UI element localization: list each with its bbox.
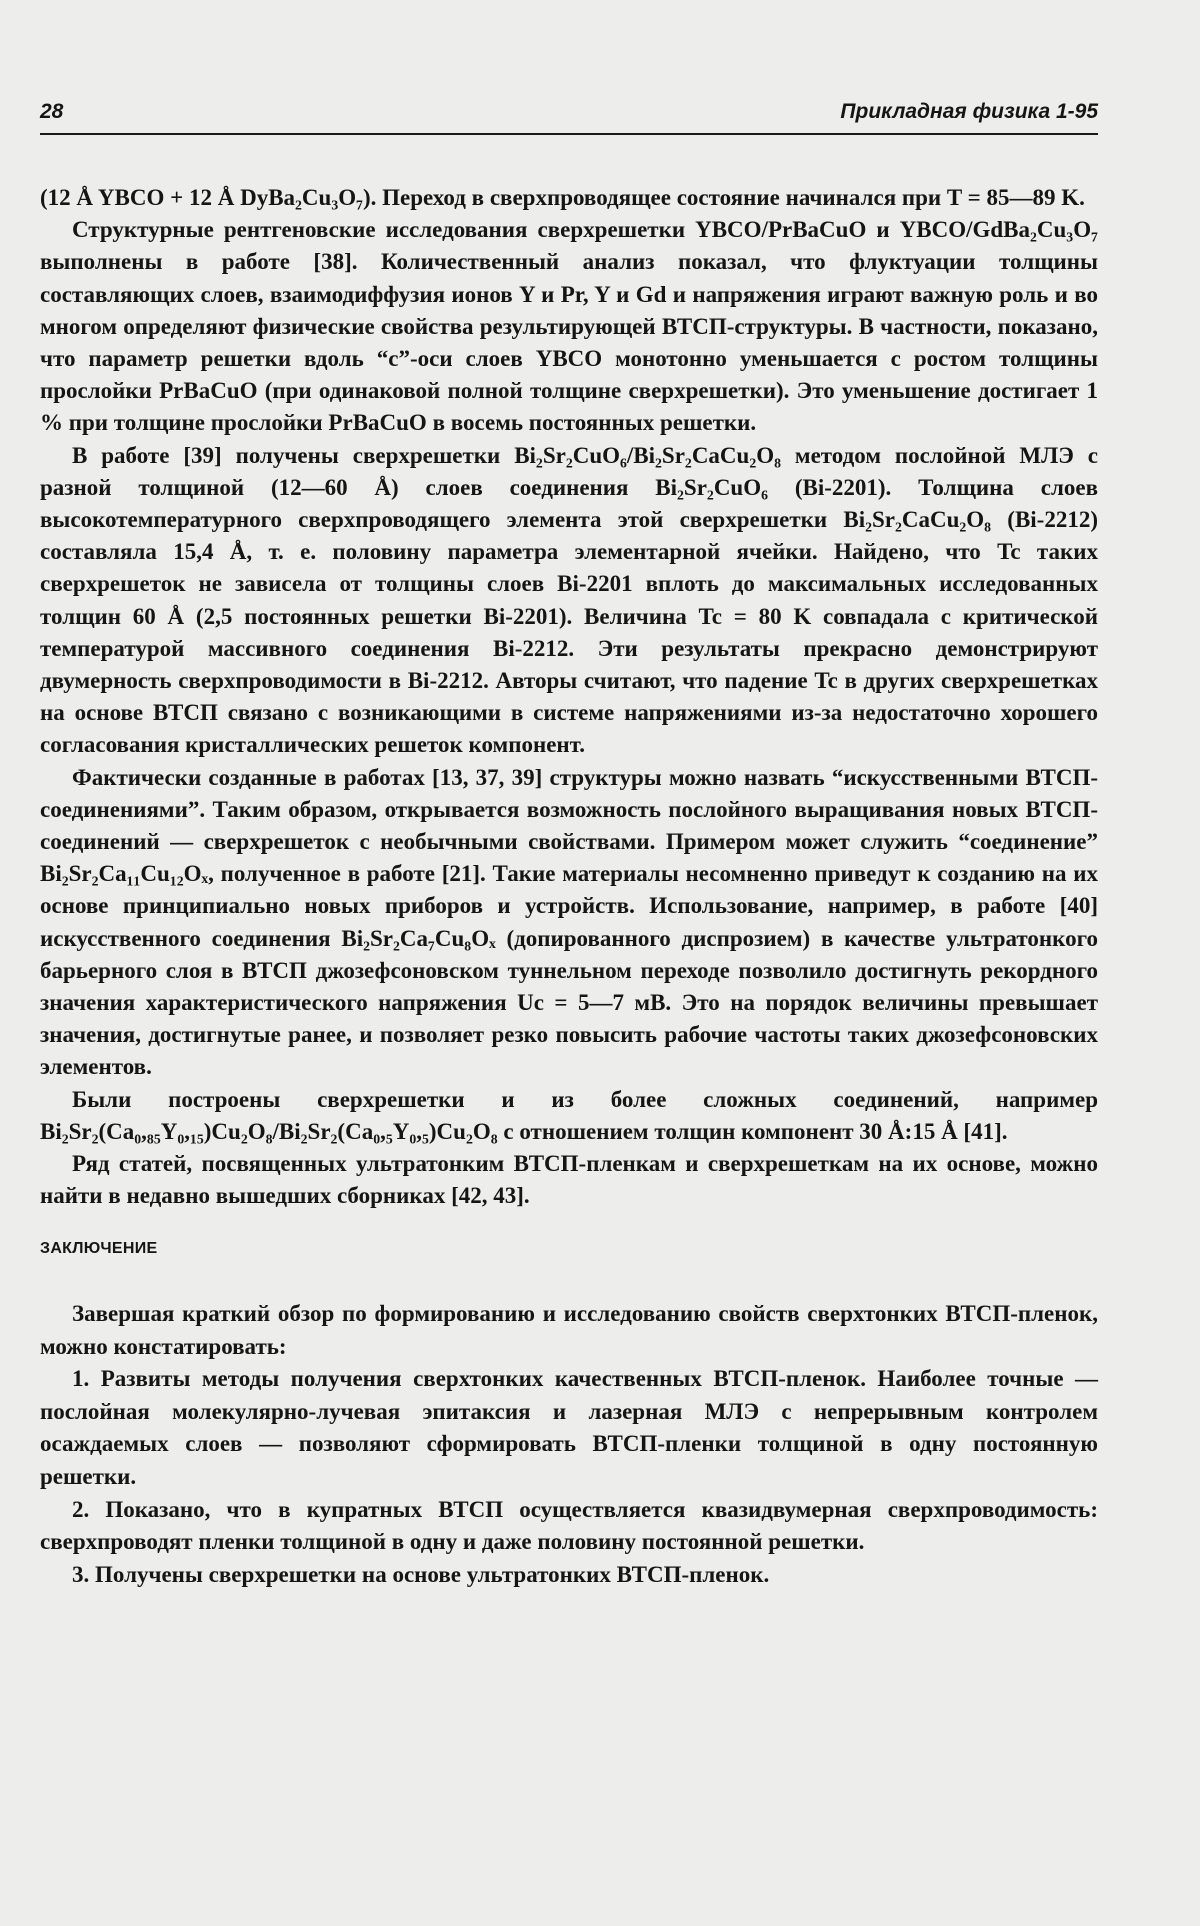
running-header: [40, 100, 1098, 128]
conclusion-item: 3. Получены сверхрешетки на основе ультратонких ВТСП-пленок.: [72, 1561, 770, 1587]
conclusion-text: [40, 1298, 1098, 1591]
paragraph: Были построены сверхрешетки и из более сложных соединений, например Bi₂Sr₂(Ca₀,₈₅Y₀,₁₅)Cu₂O₈/Bi₂Sr₂(Ca₀,₅Y₀,₅)Cu₂O₈ с отношением толщин компонент 30 Å:15 Å [41].: [40, 1086, 1098, 1144]
paragraph: (12 Å YBCO + 12 Å DyBa₂Cu₃O₇). Переход в сверхпроводящее состояние начинался при T = 85—89 K.: [40, 185, 1085, 210]
conclusion-item: 1. Развиты методы получения сверхтонких качественных ВТСП-пленок. Наиболее точные — послойная молекулярно-лучевая эпитаксия и лазерная МЛЭ с непрерывным контролем осаждаемых слоев — позволяют сформировать ВТСП-пленки толщиной в одну постоянную решетки.: [40, 1366, 1098, 1489]
section-heading: ЗАКЛЮЧЕНИЕ: [40, 1240, 158, 1257]
body-text: [40, 182, 1098, 1213]
running-title: Прикладная физика 1-95: [840, 100, 1098, 123]
conclusion-item: 2. Показано, что в купратных ВТСП осуществляется квазидвумерная сверхпроводимость: сверхпроводят пленки толщиной в одну и даже половину постоянной решетки.: [40, 1496, 1098, 1555]
page-number: 28: [40, 100, 64, 123]
header-rule: [40, 133, 1098, 135]
paragraph: Ряд статей, посвященных ультратонким ВТСП-пленкам и сверхрешеткам на их основе, можно найти в недавно вышедших сборниках [42, 43].: [40, 1151, 1098, 1209]
paragraph: Фактически созданные в работах [13, 37, 39] структуры можно назвать “искусственными ВТСП-соединениями”. Таким образом, открывается возможность послойного выращивания новых ВТСП-соединений — сверхрешеток с необычными свойствами. Примером может служить “соединение” Bi₂Sr₂Ca₁₁Cu₁₂Oₓ, полученное в работе [21]. Такие материалы несомненно приведут к созданию на их основе принципиально новых приборов и устройств. Использование, например, в работе [40] искусственного соединения Bi₂Sr₂Ca₇Cu₈Oₓ (допированного диспрозием) в качестве ультратонкого барьерного слоя в ВТСП джозефсоновском туннельном переходе позволило достигнуть рекордного значения характеристического напряжения Uc = 5—7 мВ. Это на порядок величины превышает значения, достигнутые ранее, и позволяет резко повысить рабочие частоты таких джозефсоновских элементов.: [40, 764, 1098, 1080]
paragraph: Структурные рентгеновские исследования сверхрешетки YBCO/PrBaCuO и YBCO/GdBa₂Cu₃O₇ выполнены в работе [38]. Количественный анализ показал, что флуктуации толщины составляющих слоев, взаимодиффузия ионов Y и Pr, Y и Gd и напряжения играют важную роль и во многом определяют физические свойства результирующей ВТСП-структуры. В частности, показано, что параметр решетки вдоль “c”-оси слоев YBCO монотонно уменьшается с ростом толщины прослойки PrBaCuO (при одинаковой полной толщине сверхрешетки). Это уменьшение достигает 1 % при толщине прослойки PrBaCuO в восемь постоянных решетки.: [40, 217, 1098, 436]
conclusion-intro: Завершая краткий обзор по формированию и исследованию свойств сверхтонких ВТСП-пленок, можно констатировать:: [40, 1301, 1098, 1359]
paragraph: В работе [39] получены сверхрешетки Bi₂Sr₂CuO₆/Bi₂Sr₂CaCu₂O₈ методом послойной МЛЭ с разной толщиной (12—60 Å) слоев соединения Bi₂Sr₂CuO₆ (Bi-2201). Толщина слоев высокотемпературного сверхпроводящего элемента этой сверхрешетки Bi₂Sr₂CaCu₂O₈ (Bi-2212) составляла 15,4 Å, т. е. половину параметра элементарной ячейки. Найдено, что Tc таких сверхрешеток не зависела от толщины слоев Bi-2201 вплоть до максимальных исследованных толщин 60 Å (2,5 постоянных решетки Bi-2201). Величина Tc = 80 K совпадала с критической температурой массивного соединения Bi-2212. Эти результаты прекрасно демонстрируют двумерность сверхпроводимости в Bi-2212. Авторы считают, что падение Tc в других сверхрешетках на основе ВТСП связано с возникающими в системе напряжениями из-за недостаточно хорошего согласования кристаллических решеток компонент.: [40, 442, 1098, 758]
